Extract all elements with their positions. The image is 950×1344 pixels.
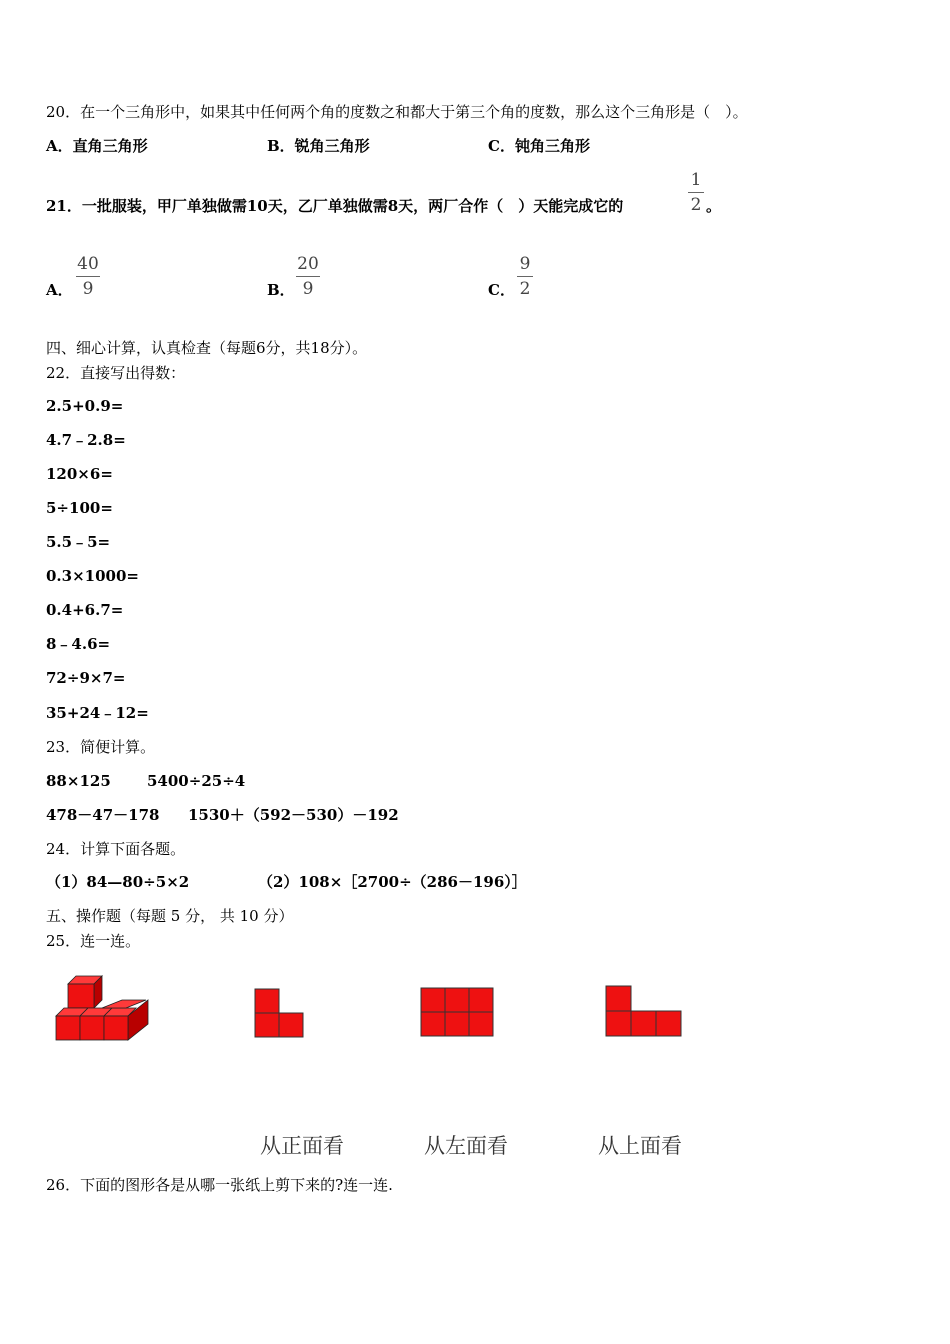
q21-stem-end: 。 bbox=[706, 197, 722, 215]
caption-left-view: 从左面看 bbox=[424, 1134, 508, 1158]
section-4-heading: 四、细心计算，认真检查（每题6分，共18分）。 bbox=[46, 339, 368, 357]
q21-stem-fraction bbox=[688, 170, 704, 215]
view-l-shape-long bbox=[605, 985, 683, 1039]
cube-stack-3d-figure bbox=[52, 972, 152, 1048]
q26-stem: 26．下面的图形各是从哪一张纸上剪下来的?连一连. bbox=[46, 1176, 393, 1194]
q21-option-b-label: B． bbox=[267, 281, 295, 299]
caption-front-view: 从正面看 bbox=[260, 1134, 344, 1158]
q22-item: 4.7﹣2.8= bbox=[46, 431, 126, 449]
q22-item: 2.5+0.9= bbox=[46, 397, 124, 415]
q25-stem: 25．连一连。 bbox=[46, 932, 141, 950]
q21-stem bbox=[46, 196, 623, 216]
q21-stem-text: 21．一批服装，甲厂单独做需10天，乙厂单独做需8天，两厂合作（ ）天能完成它的 bbox=[46, 197, 624, 215]
q22-stem: 22．直接写出得数： bbox=[46, 364, 186, 382]
q22-item: 35+24﹣12= bbox=[46, 704, 149, 722]
q24-stem: 24．计算下面各题。 bbox=[46, 840, 186, 858]
q21-option-a-label: A． bbox=[46, 281, 73, 299]
fraction-bar bbox=[76, 276, 100, 277]
q20-option-b: B．锐角三角形 bbox=[267, 137, 370, 155]
q23-stem: 23．简便计算。 bbox=[46, 738, 156, 756]
fraction-bar bbox=[517, 276, 533, 277]
q21-option-a-den: 9 bbox=[82, 279, 94, 299]
q21-option-c-label: C． bbox=[488, 281, 515, 299]
caption-top-view: 从上面看 bbox=[598, 1134, 682, 1158]
q23-expression: 478－47－178 bbox=[46, 806, 160, 824]
q22-item: 120×6= bbox=[46, 465, 113, 483]
fraction-bar bbox=[688, 192, 704, 193]
q21-stem-frac-den: 2 bbox=[690, 195, 702, 215]
view-three-by-two-rectangle bbox=[420, 987, 496, 1039]
q22-item: 8﹣4.6= bbox=[46, 635, 111, 653]
q21-option-b-fraction bbox=[296, 254, 320, 299]
q21-option-a-num: 40 bbox=[77, 254, 99, 274]
q22-item: 5÷100= bbox=[46, 499, 113, 517]
q21-option-c-den: 2 bbox=[519, 279, 531, 299]
q23-expression: 1530＋（592－530）－192 bbox=[188, 806, 399, 824]
q21-option-a-fraction bbox=[76, 254, 100, 299]
q21-stem-frac-num: 1 bbox=[690, 170, 702, 190]
q24-item-2: （2）108×［2700÷（286－196）］ bbox=[258, 873, 527, 891]
q21-option-b-num: 20 bbox=[297, 254, 319, 274]
q20-option-c: C．钝角三角形 bbox=[488, 137, 590, 155]
q23-expression: 5400÷25÷4 bbox=[147, 772, 246, 790]
fraction-bar bbox=[296, 276, 320, 277]
q22-item: 0.4+6.7= bbox=[46, 601, 124, 619]
q22-item: 0.3×1000= bbox=[46, 567, 139, 585]
q24-item-1: （1）84—80÷5×2 bbox=[46, 873, 190, 891]
q22-item: 72÷9×7= bbox=[46, 669, 126, 687]
q21-option-b-den: 9 bbox=[302, 279, 314, 299]
q22-item: 5.5﹣5= bbox=[46, 533, 111, 551]
q21-option-c-num: 9 bbox=[519, 254, 531, 274]
view-l-shape-small bbox=[254, 988, 306, 1040]
section-5-heading: 五、操作题（每题 5 分， 共 10 分） bbox=[46, 907, 294, 925]
q20-stem: 20．在一个三角形中，如果其中任何两个角的度数之和都大于第三个角的度数，那么这个三角形是（ ）。 bbox=[46, 103, 748, 121]
q21-option-c-fraction bbox=[517, 254, 533, 299]
q20-option-a: A．直角三角形 bbox=[46, 137, 148, 155]
q23-expression: 88×125 bbox=[46, 772, 111, 790]
